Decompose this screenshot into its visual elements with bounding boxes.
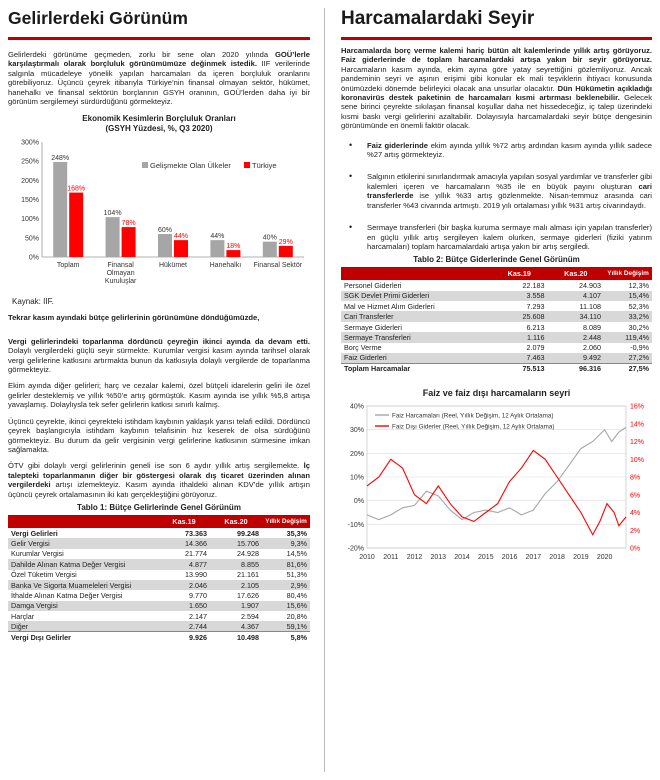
- row-label: Vergi Gelirleri: [11, 528, 58, 538]
- bar-data-label: 104%: [103, 210, 122, 218]
- row-value: 2.046: [158, 580, 210, 590]
- x-tick-label: 2016: [501, 553, 518, 561]
- row-value: 33,2%: [604, 311, 652, 321]
- bar-data-label: 168%: [67, 186, 86, 194]
- legend-swatch: [142, 162, 148, 168]
- y-right-tick-label: 6%: [630, 492, 641, 500]
- expenditure-table-body: [341, 280, 652, 374]
- row-value: 4.107: [548, 291, 605, 301]
- series-line-interest: [367, 427, 626, 519]
- table-row: [341, 280, 652, 290]
- y-tick-label: 150%: [21, 197, 39, 205]
- y-left-tick-label: 20%: [349, 450, 364, 458]
- row-label: İthalde Alınan Katma Değer Vergisi: [11, 590, 123, 600]
- table-row: [341, 332, 652, 342]
- row-label: Borç Verme: [344, 343, 382, 353]
- y-tick-label: 50%: [24, 235, 39, 243]
- row-value: 15,4%: [604, 291, 652, 301]
- legend-label: Faiz Harcamaları (Reel, Yıllık Değişim, 12 Aylık Ortalama): [392, 412, 554, 420]
- legend-label: Faiz Dışı Giderler (Reel, Yıllık Değişim, 12 Aylık Ortalama): [392, 423, 555, 431]
- x-tick-label: 2015: [478, 553, 494, 561]
- row-value: 6.213: [526, 322, 545, 332]
- row-label: Harçlar: [11, 611, 35, 621]
- y-tick-label: 100%: [21, 216, 39, 224]
- row-label: Diğer: [8, 621, 158, 631]
- table1-header-kas20: Kas.20: [210, 515, 262, 528]
- table-row: [8, 611, 310, 621]
- column-divider: [324, 8, 325, 772]
- y-tick-label: 200%: [21, 178, 39, 186]
- row-label: Vergi Dışı Gelirler: [8, 632, 158, 642]
- row-value: 20,8%: [286, 611, 307, 621]
- row-value: 11.108: [579, 301, 601, 311]
- table1-header-change: Yıllık Değişim: [262, 515, 310, 528]
- x-tick-label: 2014: [454, 553, 470, 561]
- debt-chart-subtitle: (GSYH Yüzdesi, %, Q3 2020): [105, 124, 213, 134]
- table-row: [8, 580, 310, 590]
- row-value: 22.183: [522, 281, 545, 290]
- row-label: Damga Vergisi: [8, 601, 158, 611]
- y-right-tick-label: 2%: [630, 527, 641, 535]
- bar-data-label: 44%: [173, 233, 189, 241]
- row-value: 1.116: [491, 332, 548, 342]
- x-category-label: Hükümet: [158, 262, 188, 270]
- x-tick-label: 2013: [430, 553, 447, 561]
- y-right-tick-label: 4%: [630, 509, 641, 517]
- row-value: 9,3%: [262, 538, 310, 548]
- table-row: [341, 301, 652, 311]
- row-value: 59,1%: [262, 621, 310, 631]
- row-value: 10.498: [210, 632, 262, 642]
- row-value: -0,9%: [630, 343, 649, 353]
- row-value: 1.907: [210, 601, 262, 611]
- y-left-tick-label: 0%: [353, 497, 364, 505]
- bar-data-label: 78%: [121, 220, 136, 228]
- y-tick-label: 0%: [28, 254, 39, 262]
- table-row: [8, 549, 310, 559]
- row-label: Kurumlar Vergisi: [11, 549, 64, 559]
- table-row: [8, 621, 310, 631]
- row-value: 7.463: [491, 353, 548, 363]
- bullet-icon: •: [349, 171, 353, 182]
- tax-paragraph-2: Ekim ayında diğer gelirleri; harç ve cezalar kalemi, özel bütçeli idarelerin geliri ile özel gelirler desteklemiş ve yıllık %50’e artış görmüştük. Kasım ayında ise yıllık %5,8 artışa yavaşlamış. Dolaylıysla tek sefer gelirlerin katkısı sınırlı kalmış.: [8, 381, 310, 410]
- row-label: Mal ve Hizmet Alım Giderleri: [344, 301, 435, 311]
- row-value: 21.161: [237, 570, 259, 580]
- bar-turkey: [122, 228, 136, 258]
- row-value: 52,3%: [628, 301, 649, 311]
- row-value: 14.366: [158, 538, 210, 548]
- table-row: [341, 363, 652, 373]
- row-value: 2.448: [548, 332, 605, 342]
- row-value: 35,3%: [286, 528, 307, 538]
- bar-data-label: 44%: [210, 233, 225, 241]
- y-left-tick-label: 40%: [349, 403, 364, 411]
- expenditure-paragraph: Harcamalarda borç verme kalemi hariç bütün alt kalemlerinde yıllık artış görüyoruz. Faiz giderlerinde de toplam harcamalardaki artışa yakın bir seyir görüyoruz. Harcamaların kasım ayında, ekim ayına göre yatay seyrettiğini gözlemliyoruz. Ancak pandeminin seyri ve aşının erişimi gibi konular ek mali teşviklerin ihtiyacı konusunda önümüzdeki dönemde belirleyici olacak ana unsurlar olacaktır. Dün Hükümetin açıkladığı koronavirüs destek paketinin de harcamaları kısmi artırması beklenebilir. Gelecek sene birinci çeyrekte sıkılaşan finansal koşullar daha net hissedeceğiz, iç talep üzerindeki kısmi baskı vergi gelirlerini azaltabilir. Dolayısıyla harcamalardaki seyir bütçe dengesinin görünümünde en önemli faktör olacak.: [341, 46, 653, 131]
- revenue-section-title: Gelirlerdeki Görünüm: [8, 0, 310, 40]
- row-label: SGK Devlet Primi Giderleri: [341, 291, 491, 301]
- table1-title: Tablo 1: Bütçe Gelirlerinde Genel Görünüm: [77, 502, 241, 512]
- row-label: Personel Giderleri: [344, 281, 402, 290]
- row-value: 25.608: [491, 311, 548, 321]
- table-row: [341, 322, 652, 332]
- row-value: 96.316: [548, 363, 605, 373]
- x-category-label: Finansal Sektör: [253, 262, 303, 270]
- tax-paragraph-4: ÖTV gibi dolaylı vergi gelirlerinin geneli ise son 6 aydır yıllık artış sergilemekte. İç talepteki toparlanmanın diğer bir göstergesi olarak dış ticaret üzerinden alınan vergilerdeki artışı izlemekteyiz. Kasım ayında ithaldeki alınan KDV’de yıllık artışın üçüncü çeyrek ortalamasının iki katı gerçekleştiğini görüyoruz.: [8, 461, 310, 499]
- bullet-icon: •: [349, 139, 353, 150]
- y-left-tick-label: 30%: [349, 426, 364, 434]
- y-right-tick-label: 12%: [630, 438, 645, 446]
- row-value: 99.248: [237, 528, 259, 538]
- row-value: 21.774: [185, 549, 207, 559]
- left-column: [8, 0, 310, 642]
- table2-header-kas19: Kas.19: [491, 267, 548, 280]
- table2-header-change: Yıllık Değişim: [604, 267, 652, 280]
- table1-header-kas19: Kas.19: [158, 515, 210, 528]
- row-value: 9.492: [548, 353, 605, 363]
- bar-emerging: [263, 242, 277, 257]
- bar-emerging: [158, 234, 172, 257]
- bar-turkey: [226, 251, 240, 258]
- row-label: Dahilde Alınan Katma Değer Vergisi: [8, 559, 158, 569]
- bullet-icon: •: [349, 222, 353, 233]
- row-value: 119,4%: [604, 332, 652, 342]
- debt-chart-title: Ekonomik Kesimlerin Borçluluk Oranları: [82, 114, 236, 124]
- table-row: [8, 559, 310, 569]
- row-value: 27,2%: [604, 353, 652, 363]
- row-value: 2.744: [158, 621, 210, 631]
- y-tick-label: 300%: [21, 139, 39, 147]
- bar-turkey: [174, 241, 188, 258]
- row-value: 8.089: [583, 322, 601, 332]
- interest-line-chart-svg: [341, 400, 652, 572]
- x-tick-label: 2020: [596, 553, 613, 561]
- y-tick-label: 250%: [21, 159, 39, 167]
- row-value: 15.706: [210, 538, 262, 548]
- y-left-tick-label: 10%: [349, 474, 364, 482]
- interest-chart-title: Faiz ve faiz dışı harcamaların seyri: [422, 387, 571, 398]
- row-value: 2.105: [210, 580, 262, 590]
- expenditure-bullets: [341, 141, 652, 252]
- row-value: 5,8%: [262, 632, 310, 642]
- y-right-tick-label: 10%: [630, 456, 645, 464]
- bar-turkey: [279, 246, 293, 257]
- bullet-interest: • Faiz giderlerinde ekim ayında yıllık %72 artış ardından kasım ayında yıllık sadece %27 artış görmekteyiz.: [349, 139, 652, 160]
- table-row: [8, 632, 310, 642]
- table2-header-label: [341, 267, 491, 280]
- y-right-tick-label: 14%: [630, 421, 645, 429]
- bar-data-label: 29%: [278, 239, 293, 247]
- row-value: 75.513: [491, 363, 548, 373]
- x-tick-label: 2012: [406, 553, 423, 561]
- table-row: [8, 590, 310, 600]
- table-row: [8, 528, 310, 538]
- x-category-label: Olmayan: [106, 270, 135, 278]
- row-value: 27,5%: [604, 363, 652, 373]
- row-value: 81,6%: [262, 559, 310, 569]
- legend-swatch: [244, 162, 250, 168]
- debt-ratio-chart: [8, 114, 310, 299]
- bar-emerging: [210, 241, 224, 258]
- row-value: 9.770: [189, 590, 207, 600]
- tax-paragraph-1: Vergi gelirlerindeki toparlanma dördüncü çeyreğin ikinci ayında da devam etti. Dolaylı vergilerdeki güçlü seyir sürmekte. Kurumlar vergisi kasım ayında tarihsel olarak vergi gelirlerine katkısını artırmakta bunun da katkısıyla dolaylı vergilerde de toparlanma görmekteyiz.: [8, 336, 310, 375]
- bullet-current-transfers: • Salgının etkilerini sınırlandırmak amacıyla yapılan sosyal yardımlar ve transferler gibi kalemleri içeren ve harcamaların %35 ile en büyük payını oluşturan cari transferlerde ise yıllık %33 artış gözlenmekte. Nisan-temmuz arasında cari transferler %43 civarında artmıştı. 2019 yılı ortalaması yıllık %31 artış civarındaydı.: [349, 171, 652, 210]
- series-line-non-interest: [367, 450, 626, 534]
- expenditure-table: [341, 267, 652, 374]
- row-value: 24.928: [237, 549, 259, 559]
- row-value: 51,3%: [286, 570, 307, 580]
- y-right-tick-label: 16%: [630, 403, 645, 411]
- y-left-tick-label: -10%: [347, 521, 364, 529]
- row-value: 4.367: [210, 621, 262, 631]
- x-category-label: Toplam: [56, 262, 80, 270]
- row-value: 8.855: [210, 559, 262, 569]
- row-value: 80,4%: [286, 590, 307, 600]
- x-category-label: Kuruluşlar: [104, 278, 137, 286]
- debt-bar-chart-svg: [8, 134, 310, 299]
- row-value: 4.877: [158, 559, 210, 569]
- row-value: 73.363: [185, 528, 207, 538]
- y-right-tick-label: 8%: [630, 474, 641, 482]
- row-label: Sermaye Transferleri: [341, 332, 491, 342]
- x-category-label: Finansal: [107, 262, 134, 270]
- row-value: 24.903: [579, 281, 601, 290]
- x-tick-label: 2018: [549, 553, 565, 561]
- row-label: Faiz Giderleri: [341, 353, 491, 363]
- tax-paragraph-3: Üçüncü çeyrekte, ikinci çeyrekteki istihdam kaybının yaklaşık yarısı telafi edildi. Dördüncü çeyrek başlangıcıyla istihdam kaybının telafisinin hız keserek de olsa sürdüğünü görmekteyiz. Bu durum da gelir vergisinin vergi gelirlerine katkısının sürmesine imkan sağlamakta.: [8, 416, 310, 454]
- row-value: 30,2%: [628, 322, 649, 332]
- legend-label: Türkiye: [252, 161, 277, 171]
- row-label: Sermaye Giderleri: [344, 322, 402, 332]
- table2-header-kas20: Kas.20: [548, 267, 605, 280]
- y-left-tick-label: -20%: [347, 545, 364, 553]
- row-label: Toplam Harcamalar: [341, 363, 491, 373]
- row-value: 12,3%: [628, 281, 649, 290]
- row-value: 1.650: [158, 601, 210, 611]
- row-value: 15,6%: [262, 601, 310, 611]
- row-value: 2.060: [583, 343, 601, 353]
- y-right-tick-label: 0%: [630, 545, 641, 553]
- tax-intro-paragraph: Tekrar kasım ayındaki bütçe gelirlerinin görünümüne döndüğümüzde,: [8, 313, 260, 323]
- bar-emerging: [106, 218, 120, 258]
- row-value: 2.147: [189, 611, 207, 621]
- bullet-capital-transfers: • Sermaye transferleri (bir başka kuruma sermaye malı alması için yapılan transferler) en güçlü yıllık artış sergileyen kalem olurken, sermaye giderleri (fiziki yatırım harcamaları) toplam harcamalardaki artışa yakın bir artış sergiledi.: [349, 222, 652, 251]
- table-row: [341, 291, 652, 301]
- bar-data-label: 18%: [226, 243, 241, 251]
- table-row: [341, 353, 652, 363]
- bar-data-label: 248%: [51, 155, 70, 163]
- x-category-label: Hanehalkı: [209, 262, 242, 270]
- table-row: [341, 311, 652, 321]
- table-row: [8, 601, 310, 611]
- table2-title: Tablo 2: Bütçe Giderlerinde Genel Görünüm: [413, 255, 580, 265]
- right-column: [341, 0, 652, 577]
- revenue-table: [8, 515, 310, 642]
- revenue-intro-paragraph: Gelirlerdeki görünüme geçmeden, zorlu bir sene olan 2020 yılında GOÜ’lerle karşılaştırmalı olarak borçluluk görünümümüze değinmek istedik. IIF verilerinde salgınla mücadeleye yönelik yapılan harcamaları da içeren borçluluk oranlarını görebiliyoruz. Üçüncü çeyrek itibarıyla Türkiye’nin finansal olmayan sektör, hükümet, hanehalkı ve finansal sektörün borçlarının GSYH oranının, GOÜ’lerden daha iyi bir görünüm sergilemeyi sürdürdüğünü görmekteyiz.: [8, 50, 310, 107]
- revenue-table-body: [8, 528, 310, 642]
- row-value: 17.626: [237, 590, 259, 600]
- table-row: [341, 343, 652, 353]
- row-label: Gelir Vergisi: [8, 538, 158, 548]
- table-row: [8, 538, 310, 548]
- row-value: 14,5%: [286, 549, 307, 559]
- chart-source: Kaynak: IIF.: [12, 297, 54, 307]
- row-value: 34.110: [548, 311, 605, 321]
- row-value: 2.594: [241, 611, 259, 621]
- row-value: 3.558: [491, 291, 548, 301]
- bar-data-label: 40%: [262, 235, 277, 243]
- x-tick-label: 2011: [383, 553, 399, 561]
- table1-header-label: [8, 515, 158, 528]
- bar-data-label: 60%: [157, 227, 173, 235]
- row-label: Cari Transferler: [341, 311, 491, 321]
- x-tick-label: 2019: [573, 553, 589, 561]
- row-value: 2,9%: [262, 580, 310, 590]
- bar-turkey: [69, 193, 83, 257]
- row-value: 13.990: [185, 570, 207, 580]
- legend-label: Gelişmekte Olan Ülkeler: [150, 161, 231, 171]
- table-row: [8, 570, 310, 580]
- x-tick-label: 2017: [525, 553, 542, 561]
- row-value: 2.079: [526, 343, 545, 353]
- row-value: 7.293: [526, 301, 545, 311]
- row-label: Özel Tüketim Vergisi: [11, 570, 77, 580]
- x-tick-label: 2010: [359, 553, 375, 561]
- row-label: Banka Ve Sigorta Muameleleri Vergisi: [8, 580, 158, 590]
- bar-emerging: [53, 162, 67, 257]
- row-value: 9.926: [158, 632, 210, 642]
- expenditure-section-title: Harcamalardaki Seyir: [341, 0, 652, 40]
